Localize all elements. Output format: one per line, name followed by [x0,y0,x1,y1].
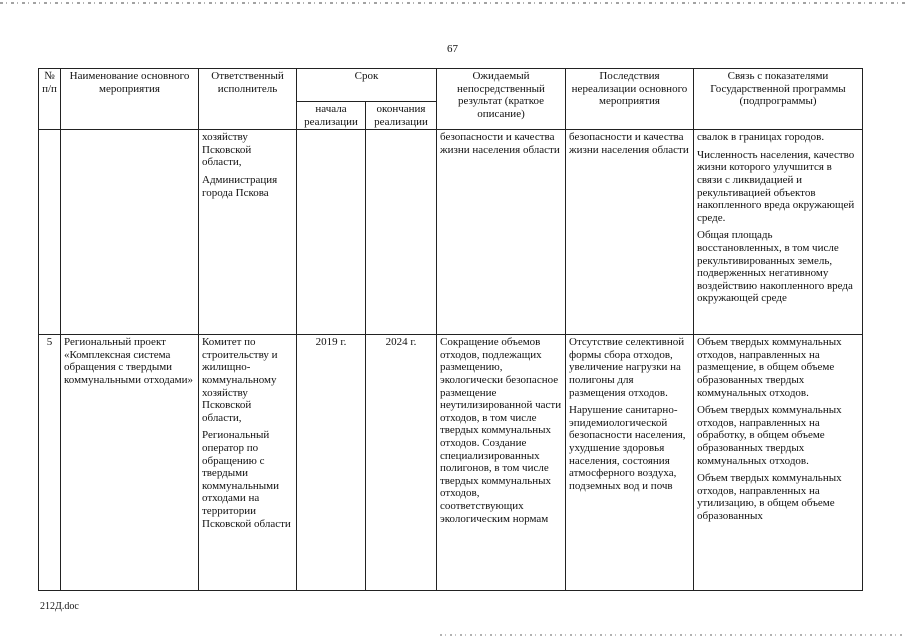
table-row [39,335,863,591]
header-term: Срок [297,69,437,102]
header-end: окончания реализации [366,102,437,130]
cell-name [61,130,199,335]
header-link: Связь с показателями Государственной программы (подпрограммы) [694,69,863,130]
footer-filename: 212Д.doc [40,601,79,612]
cell-link [694,335,863,591]
paragraph: безопасности и качества жизни населения области [569,131,689,156]
paragraph: Численность населения, качество жизни которого улучшится в связи с ликвидацией и рекультивацией объектов накопленного вреда окружающей среде. [697,148,855,224]
header-name: Наименование основного мероприятия [61,69,199,130]
header-row [39,69,863,102]
cell-consequences [566,130,694,335]
paragraph: Сокращение объемов отходов, подлежащих размещению, экологически безопасное размещение неутилизированной части отходов, в том числе твердых коммунальных отходов. Создание специализированных полигонов, в том числе твердых коммунальных отходов, соответствующих экологическим нормам [440,336,562,525]
cell-expected [437,130,566,335]
scan-edge-bottom [440,634,905,636]
paragraph: Общая площадь восстановленных, в том числе рекультивированных земель, подверженных негативному воздействию накопленного вреда окружающей среде [697,229,853,305]
paragraph: Администрация города Пскова [202,173,278,199]
header-responsible: Ответственный исполнитель [199,69,297,130]
header-num: № п/п [39,69,61,130]
header-start: начала реализации [297,102,366,130]
cell-name: Региональный проект «Комплексная система обращения с твердыми коммунальными отходами» [61,335,199,591]
cell-num [39,130,61,335]
header-expected: Ожидаемый непосредственный результат (краткое описание) [437,69,566,130]
table-row [39,130,863,335]
cell-expected [437,335,566,591]
paragraph: Объем твердых коммунальных отходов, направленных на обработку, в общем объеме образованных твердых коммунальных отходов. [697,404,842,467]
header-consequences: Последствия нереализации основного мероприятия [566,69,694,130]
page-number: 67 [447,43,458,55]
paragraph: безопасности и качества жизни населения области [440,131,560,156]
paragraph: хозяйству Псковской области, [202,131,252,169]
cell-responsible [199,130,297,335]
paragraph: Отсутствие селективной формы сбора отходов, увеличение нагрузки на полигоны для размещения отходов. [569,336,685,399]
scan-edge-top [0,2,905,4]
cell-end: 2024 г. [366,335,437,591]
paragraph: свалок в границах городов. [697,131,825,144]
paragraph: Региональный оператор по обращению с твердыми коммунальными отходами на территории Псковской области [202,429,291,530]
measures-table [38,68,863,591]
paragraph: Нарушение санитарно-эпидемиологической безопасности населения, ухудшение здоровья населения, состояния атмосферного воздуха, подземных вод и почв [569,404,686,492]
cell-end [366,130,437,335]
cell-start [297,130,366,335]
cell-responsible [199,335,297,591]
cell-consequences [566,335,694,591]
paragraph: Объем твердых коммунальных отходов, направленных на размещение, в общем объеме образованных твердых коммунальных отходов. [697,336,842,399]
cell-start: 2019 г. [297,335,366,591]
paragraph: Объем твердых коммунальных отходов, направленных на утилизацию, в общем объеме образованных [697,472,842,522]
cell-link [694,130,863,335]
paragraph: Комитет по строительству и жилищно-коммунальному хозяйству Псковской области, [202,336,278,424]
cell-num: 5 [39,335,61,591]
